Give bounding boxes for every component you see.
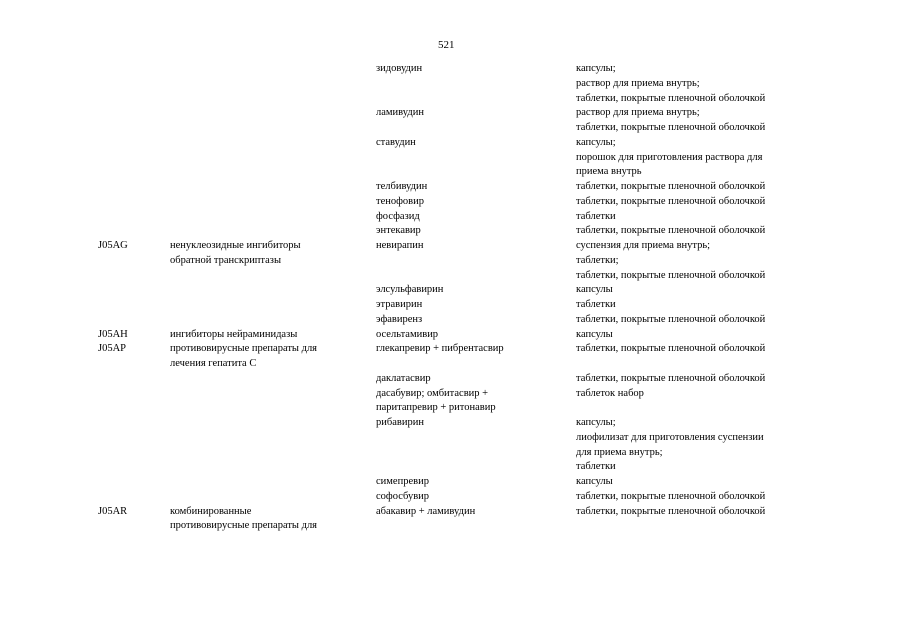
dosage-form: таблеток набор [576, 387, 644, 399]
drug-name: эфавиренз [376, 313, 423, 325]
atc-code-cell [98, 505, 127, 520]
table-row [0, 475, 905, 490]
dosage-form: для приема внутрь; [576, 446, 663, 458]
table-row [0, 224, 905, 239]
dosage-form: таблетки, покрытые пленочной оболочкой [576, 195, 766, 207]
dosage-form: таблетки, покрытые пленочной оболочкой [576, 372, 766, 384]
dosage-form-cell [576, 224, 765, 239]
drug-name: рибавирин [376, 417, 424, 428]
table-row [0, 313, 905, 328]
drug-name-cell [376, 416, 424, 431]
atc-code: J05AR [98, 505, 128, 517]
drug-name: симепревир [376, 476, 429, 487]
dosage-form: капсулы; [576, 136, 616, 148]
drug-name: невирапин [376, 240, 424, 251]
drug-name-cell [376, 313, 422, 328]
drug-name-cell [376, 224, 421, 239]
dosage-form: таблетки; [576, 254, 619, 266]
group-name: обратной транскриптазы [170, 254, 282, 266]
page-number: 521 [438, 39, 455, 51]
dosage-form-cell [576, 490, 765, 505]
drug-name: дасабувир; омбитасвир + [376, 387, 489, 399]
dosage-form-cell [576, 342, 765, 357]
drug-name: тенофовир [376, 195, 424, 207]
dosage-form: раствор для приема внутрь; [576, 77, 700, 89]
dosage-form-cell [576, 195, 765, 210]
table-row [0, 195, 905, 210]
drug-name-cell [376, 342, 504, 357]
drug-name: осельтамивир [376, 328, 439, 340]
dosage-form-cell [576, 313, 765, 328]
dosage-form: порошок для приготовления раствора для [576, 151, 763, 163]
dosage-form-cell [576, 283, 613, 298]
dosage-form: таблетки, покрытые пленочной оболочкой [576, 313, 766, 325]
dosage-form: лиофилизат для приготовления суспензии [576, 431, 764, 443]
drug-name: даклатасвир [376, 372, 431, 384]
dosage-form-cell [576, 239, 765, 283]
drug-name-cell [376, 490, 429, 505]
group-name-cell [170, 505, 317, 535]
group-name-cell [170, 239, 301, 269]
table-row [0, 239, 905, 283]
dosage-form: капсулы [576, 328, 613, 340]
drug-name: абакавир + ламивудин [376, 505, 476, 517]
atc-code-cell [98, 328, 128, 343]
table-row [0, 106, 905, 136]
table-row [0, 210, 905, 225]
table-row [0, 372, 905, 387]
drug-name: паритапревир + ритонавир [376, 402, 496, 414]
dosage-form: капсулы [576, 284, 613, 296]
table-row [0, 62, 905, 106]
atc-code: J05AH [98, 328, 128, 340]
dosage-form-cell [576, 328, 613, 343]
dosage-form: таблетки, покрытые пленочной оболочкой [576, 181, 766, 192]
drug-name-cell [376, 106, 424, 121]
dosage-form: таблетки [576, 461, 616, 473]
drug-name: ставудин [376, 136, 416, 148]
table-row [0, 416, 905, 475]
drug-name: зидовудин [376, 63, 423, 74]
dosage-form: приема внутрь [576, 166, 642, 178]
drug-name-cell [376, 62, 422, 77]
drug-name: этравирин [376, 299, 423, 310]
dosage-form: капсулы; [576, 63, 616, 74]
drug-name-cell [376, 505, 475, 520]
dosage-form: таблетки, покрытые пленочной оболочкой [576, 269, 766, 281]
dosage-form-cell [576, 106, 765, 136]
dosage-form: раствор для приема внутрь; [576, 107, 700, 119]
dosage-form: таблетки, покрытые пленочной оболочкой [576, 225, 766, 237]
group-name: ингибиторы нейраминидазы [170, 328, 298, 340]
dosage-form-cell [576, 416, 764, 475]
dosage-form: таблетки, покрытые пленочной оболочкой [576, 92, 766, 104]
drug-name-cell [376, 136, 416, 151]
dosage-form-cell [576, 505, 765, 520]
group-name: лечения гепатита C [170, 358, 257, 369]
atc-code-cell [98, 239, 128, 254]
drug-name: элсульфавирин [376, 284, 444, 296]
table-row [0, 387, 905, 417]
drug-name-cell [376, 180, 427, 195]
dosage-form: таблетки, покрытые пленочной оболочкой [576, 505, 766, 517]
drug-name: телбивудин [376, 181, 428, 192]
dosage-form-cell [576, 136, 762, 180]
dosage-form: таблетки [576, 210, 616, 222]
group-name-cell [170, 328, 297, 343]
table-row [0, 298, 905, 313]
drug-name: ламивудин [376, 107, 424, 119]
dosage-form-cell [576, 372, 765, 387]
drug-table [0, 62, 905, 534]
dosage-form: капсулы [576, 476, 613, 487]
table-row [0, 328, 905, 343]
table-row [0, 136, 905, 180]
atc-code: J05AG [98, 240, 128, 251]
dosage-form-cell [576, 387, 644, 402]
dosage-form-cell [576, 298, 616, 313]
dosage-form: капсулы; [576, 417, 616, 428]
group-name-cell [170, 342, 317, 372]
table-row [0, 490, 905, 505]
dosage-form-cell [576, 180, 765, 195]
group-name: ненуклеозидные ингибиторы [170, 240, 301, 251]
dosage-form: таблетки, покрытые пленочной оболочкой [576, 490, 766, 502]
drug-name-cell [376, 195, 424, 210]
drug-name-cell [376, 475, 429, 490]
dosage-form: таблетки [576, 299, 616, 310]
dosage-form: суспензия для приема внутрь; [576, 240, 711, 251]
dosage-form-cell [576, 210, 616, 225]
table-row [0, 180, 905, 195]
drug-name: софосбувир [376, 490, 430, 502]
table-row [0, 342, 905, 372]
group-name: комбинированные [170, 505, 252, 517]
group-name: противовирусные препараты для [170, 343, 318, 355]
drug-name: глекапревир + пибрентасвир [376, 343, 504, 355]
dosage-form: таблетки, покрытые пленочной оболочкой [576, 343, 766, 355]
dosage-form-cell [576, 62, 765, 106]
drug-name-cell [376, 298, 422, 313]
drug-name-cell [376, 239, 424, 254]
drug-name-cell [376, 210, 420, 225]
drug-name-cell [376, 372, 431, 387]
dosage-form: таблетки, покрытые пленочной оболочкой [576, 122, 766, 133]
table-row [0, 283, 905, 298]
dosage-form-cell [576, 475, 613, 490]
drug-name-cell [376, 283, 443, 298]
table-row [0, 505, 905, 535]
atc-code-cell [98, 342, 126, 357]
drug-name-cell [376, 387, 496, 417]
atc-code: J05AP [98, 343, 127, 355]
drug-name: фосфазид [376, 210, 420, 222]
drug-name: энтекавир [376, 225, 421, 237]
drug-name-cell [376, 328, 438, 343]
group-name: противовирусные препараты для [170, 520, 318, 532]
